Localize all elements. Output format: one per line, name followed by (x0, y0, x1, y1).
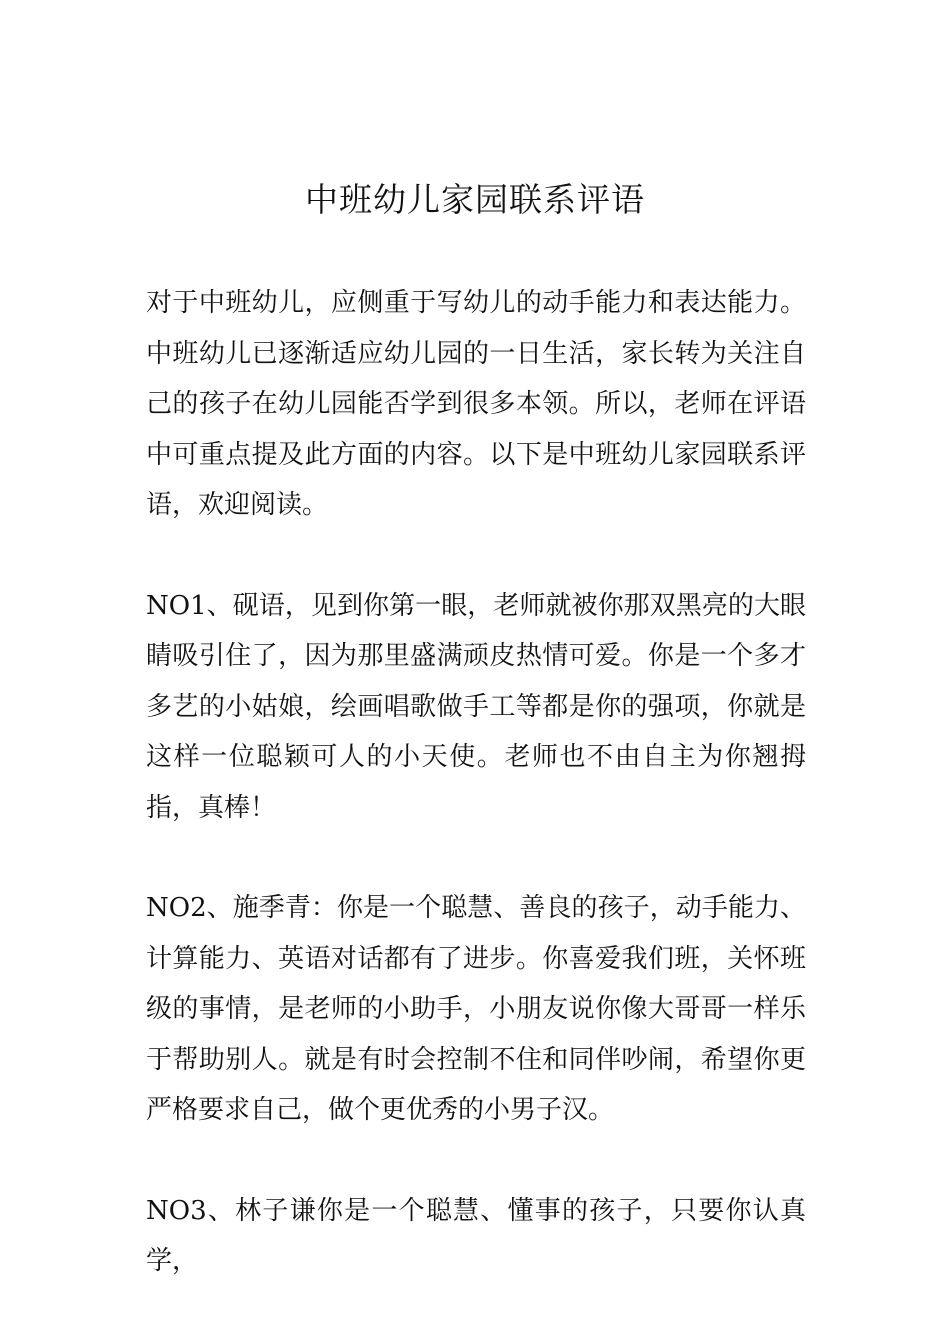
comment-paragraph-3: NO3、林子谦你是一个聪慧、懂事的孩子，只要你认真学， (146, 1195, 806, 1276)
document-body (146, 278, 806, 1337)
comment-paragraph-2: NO2、施季青：你是一个聪慧、善良的孩子，动手能力、计算能力、英语对话都有了进步。你喜爱我们班，关怀班级的事情，是老师的小助手，小朋友说你像大哥哥一样乐于帮助别人。就是有时会控制不住和同伴吵闹，希望你更严格要求自己，做个更优秀的小男子汉。 (146, 893, 806, 1125)
document-title: 中班幼儿家园联系评语 (305, 180, 645, 219)
comment-paragraph-1: NO1、砚语，见到你第一眼，老师就被你那双黑亮的大眼睛吸引住了，因为那里盛满顽皮热情可爱。你是一个多才多艺的小姑娘，绘画唱歌做手工等都是你的强项，你就是这样一位聪颖可人的小天使。老师也不由自主为你翘拇指，真棒！ (146, 590, 806, 823)
intro-paragraph: 对于中班幼儿，应侧重于写幼儿的动手能力和表达能力。中班幼儿已逐渐适应幼儿园的一日生活，家长转为关注自己的孩子在幼儿园能否学到很多本领。所以，老师在评语中可重点提及此方面的内容。以下是中班幼儿家园联系评语，欢迎阅读。 (146, 288, 806, 520)
